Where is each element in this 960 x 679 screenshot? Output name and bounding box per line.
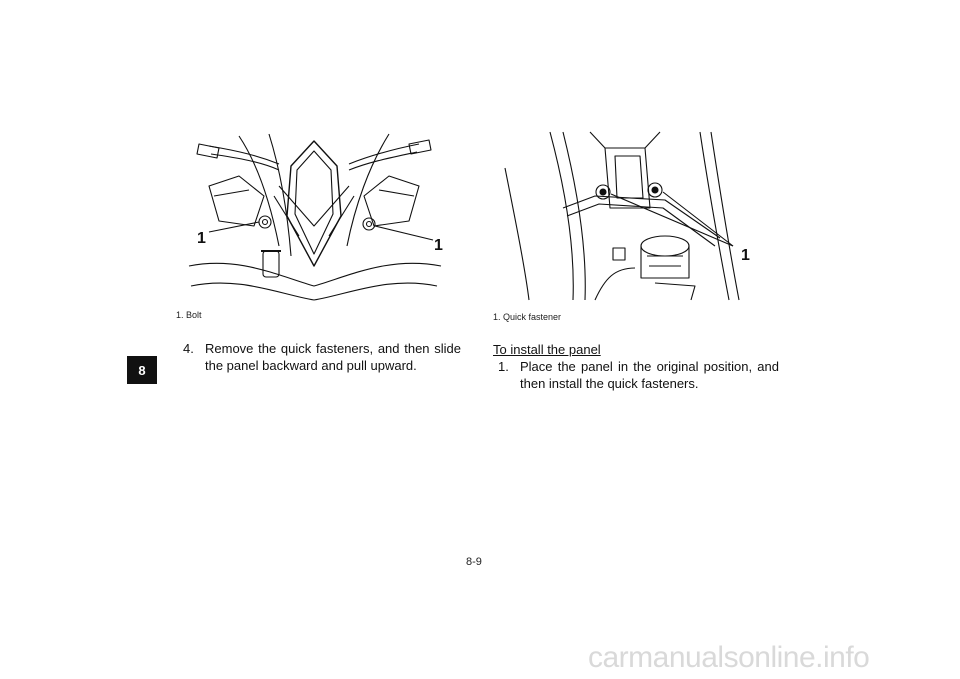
page-number: 8-9: [466, 556, 482, 568]
step-4: [183, 340, 461, 374]
front-panel-drawing: [179, 126, 449, 302]
install-step-1-text: Place the panel in the original position, and then install the quick fasteners.: [520, 359, 779, 391]
front-panel-illustration: [179, 126, 449, 302]
chapter-tab: 8: [127, 356, 157, 384]
fastener-callout: 1: [741, 247, 750, 264]
figure-caption-quick-fastener: 1. Quick fastener: [493, 312, 562, 322]
bolt-callout-right: 1: [434, 237, 443, 254]
quick-fastener-illustration: [495, 128, 755, 304]
install-step-1-number: 1.: [498, 359, 509, 374]
watermark: carmanualsonline.info: [588, 641, 870, 674]
figure-caption-bolt: 1. Bolt: [176, 310, 202, 320]
install-section-heading: To install the panel: [493, 342, 601, 357]
step-4-number: 4.: [183, 341, 194, 356]
install-step-1: [498, 358, 779, 392]
quick-fastener-drawing: [495, 128, 755, 304]
bolt-callout-left: 1: [197, 230, 206, 247]
step-4-text: Remove the quick fasteners, and then slide the panel backward and pull upward.: [205, 341, 461, 373]
